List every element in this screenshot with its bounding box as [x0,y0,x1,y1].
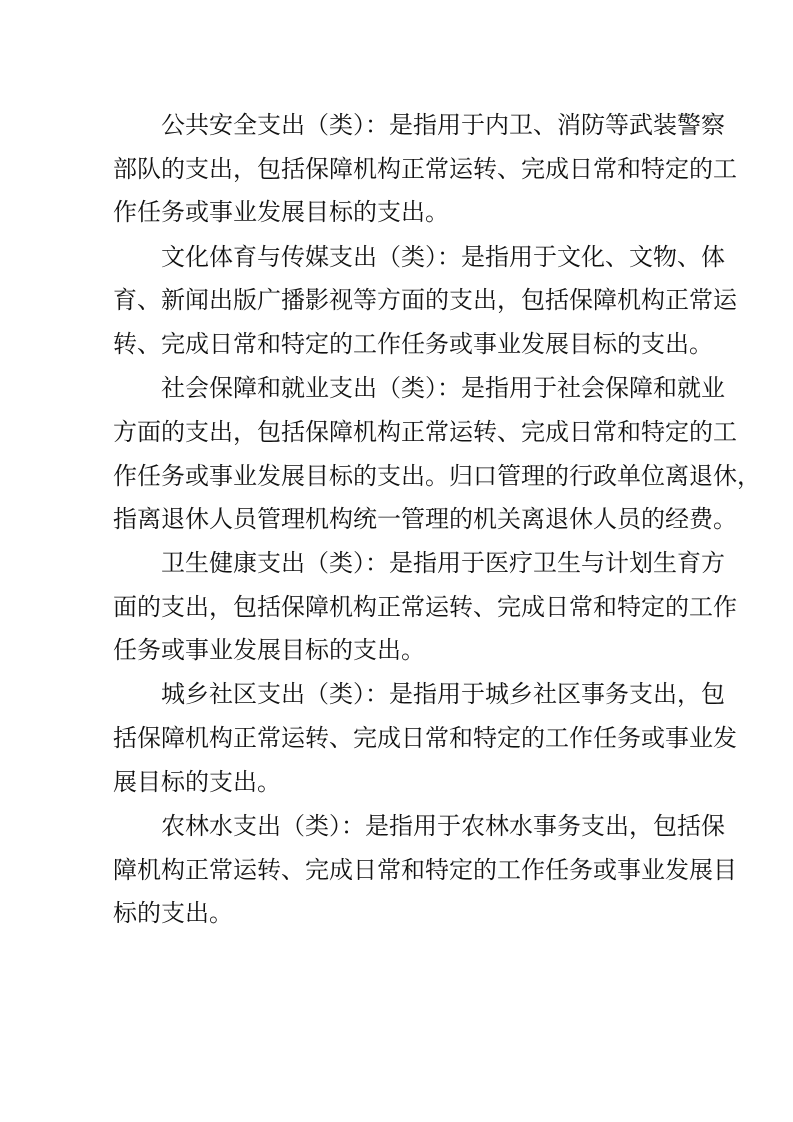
paragraph-line: 括保障机构正常运转、完成日常和特定的工作任务或事业发 [113,724,737,752]
paragraph-line: 标的支出。 [113,899,233,927]
paragraph-line: 方面的支出，包括保障机构正常运转、完成日常和特定的工 [113,418,737,446]
paragraph-line: 部队的支出，包括保障机构正常运转、完成日常和特定的工 [113,155,737,183]
paragraph-line: 指离退休人员管理机构统一管理的机关离退休人员的经费。 [113,505,737,533]
paragraph-line: 转、完成日常和特定的工作任务或事业发展目标的支出。 [113,330,713,358]
paragraph-line: 育、新闻出版广播影视等方面的支出，包括保障机构正常运 [113,286,737,314]
paragraph-line: 作任务或事业发展目标的支出。 [113,198,449,226]
paragraph-line: 卫生健康支出（类）：是指用于医疗卫生与计划生育方 [161,549,725,577]
paragraph-line: 面的支出，包括保障机构正常运转、完成日常和特定的工作 [113,593,737,621]
paragraph-line: 任务或事业发展目标的支出。 [113,636,425,664]
paragraph-line: 农林水支出（类）：是指用于农林水事务支出，包括保 [161,812,725,840]
paragraph-line: 公共安全支出（类）：是指用于内卫、消防等武装警察 [161,111,725,139]
paragraph-line: 展目标的支出。 [113,768,281,796]
paragraph-line: 作任务或事业发展目标的支出。归口管理的行政单位离退休， [113,462,761,490]
paragraph-line: 社会保障和就业支出（类）：是指用于社会保障和就业 [161,374,725,402]
paragraph-line: 文化体育与传媒支出（类）：是指用于文化、文物、体 [161,243,725,271]
paragraph-line: 障机构正常运转、完成日常和特定的工作任务或事业发展目 [113,856,737,884]
paragraph-line: 城乡社区支出（类）：是指用于城乡社区事务支出，包 [161,680,725,708]
